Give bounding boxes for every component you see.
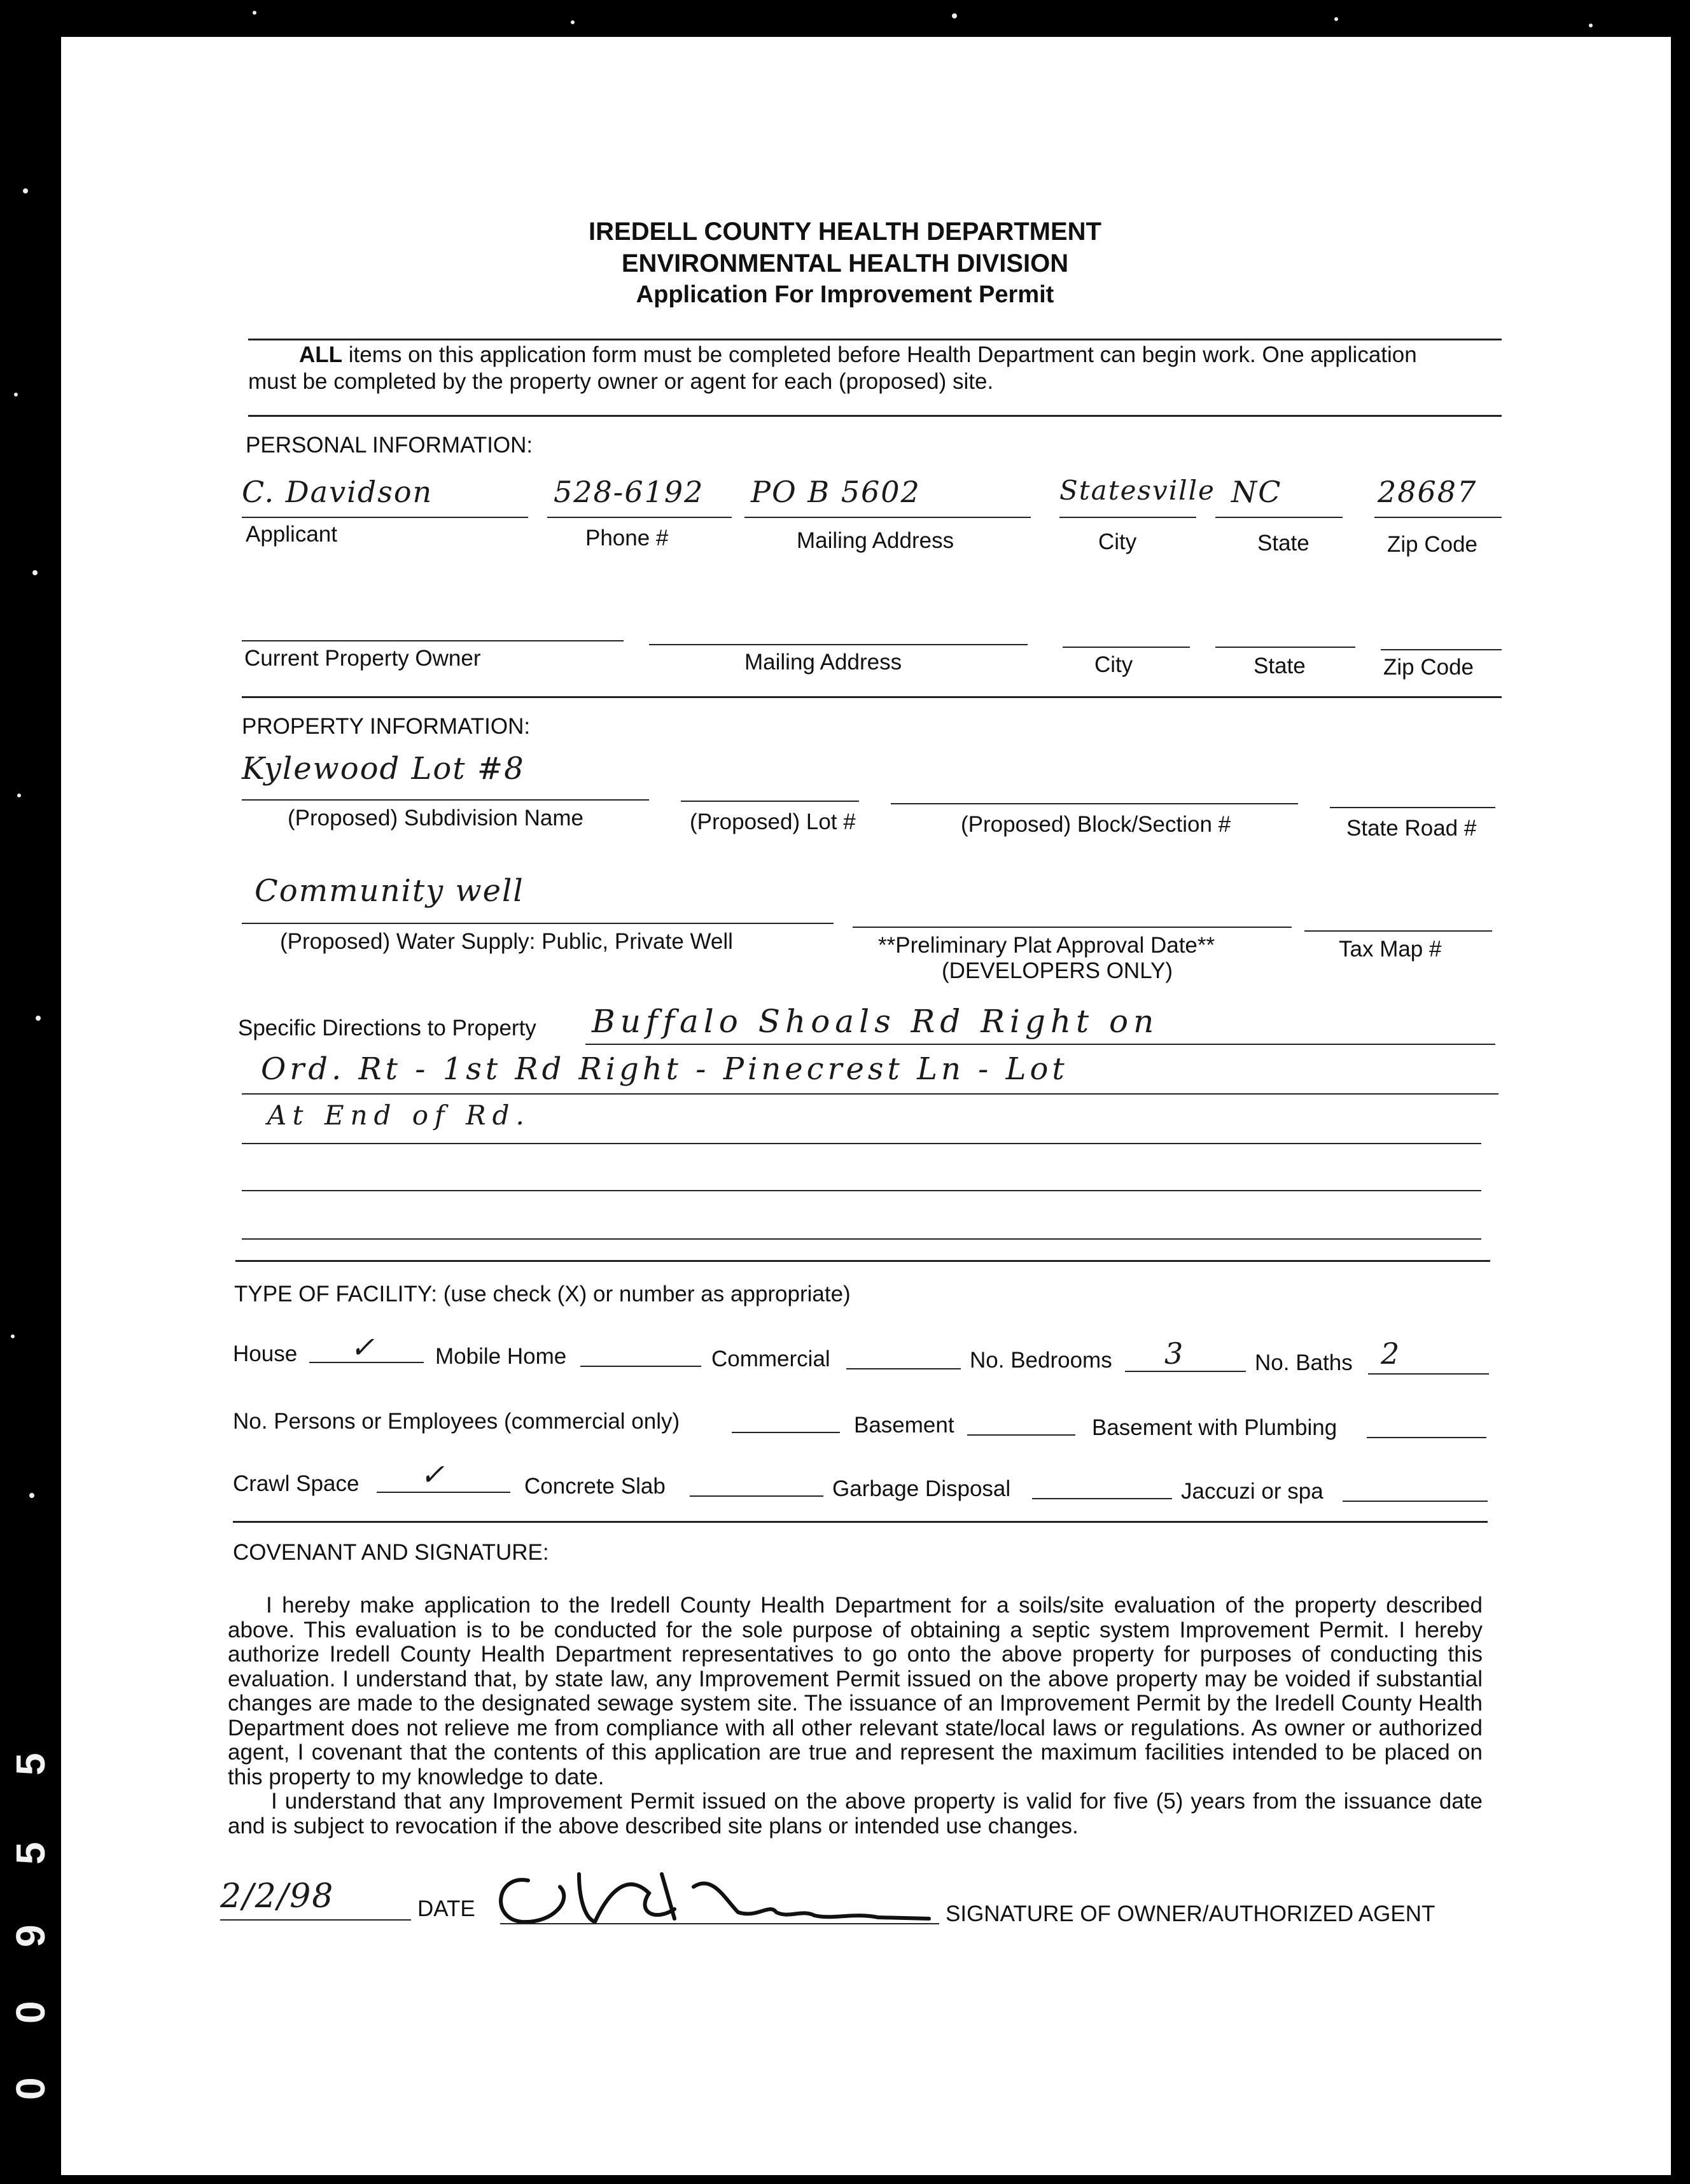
- concrete-slab-line: [690, 1495, 823, 1497]
- persons-label: No. Persons or Employees (commercial only): [233, 1409, 680, 1434]
- house-label: House: [233, 1341, 298, 1366]
- signature-line: [500, 1923, 939, 1924]
- mobile-home-line: [580, 1366, 701, 1367]
- svg-text:5: 5: [8, 1753, 53, 1775]
- divider: [235, 1260, 1490, 1262]
- water-supply-label: (Proposed) Water Supply: Public, Private Well: [280, 929, 733, 954]
- mailing-label: Mailing Address: [797, 528, 954, 553]
- city-value[interactable]: Statesville: [1059, 475, 1215, 506]
- directions-line-2[interactable]: Ord. Rt - 1st Rd Right - Pinecrest Ln - Lot: [261, 1051, 1068, 1087]
- owner-mailing-line: [649, 644, 1028, 645]
- block-label: (Proposed) Block/Section #: [961, 812, 1231, 837]
- crawl-space-label: Crawl Space: [233, 1471, 360, 1496]
- owner-city-label: City: [1094, 652, 1133, 677]
- property-heading: PROPERTY INFORMATION:: [242, 714, 531, 739]
- garbage-disposal-line: [1032, 1498, 1172, 1499]
- applicant-value[interactable]: C. Davidson: [242, 475, 433, 509]
- tax-map-label: Tax Map #: [1339, 937, 1442, 962]
- directions-line-1[interactable]: Buffalo Shoals Rd Right on: [592, 1003, 1159, 1040]
- city-label: City: [1098, 529, 1137, 554]
- plat-developers-label: (DEVELOPERS ONLY): [942, 958, 1173, 983]
- basement-line: [967, 1434, 1075, 1436]
- owner-state-label: State: [1254, 654, 1306, 678]
- applicant-line: [242, 517, 528, 518]
- persons-line: [732, 1432, 840, 1433]
- tax-line: [1304, 930, 1492, 932]
- water-line: [242, 923, 834, 924]
- phone-line: [547, 517, 732, 518]
- owner-city-line: [1063, 647, 1190, 648]
- directions-rule-4: [242, 1190, 1481, 1191]
- house-line: [309, 1362, 424, 1363]
- signature-label: SIGNATURE OF OWNER/AUTHORIZED AGENT: [946, 1901, 1435, 1926]
- phone-label: Phone #: [585, 526, 669, 550]
- notice-line2: must be completed by the property owner or agent for each (proposed) site.: [248, 369, 994, 394]
- mobile-home-label: Mobile Home: [435, 1344, 567, 1369]
- crawl-space-check[interactable]: ✓: [420, 1457, 446, 1492]
- baths-line: [1368, 1373, 1489, 1375]
- facility-heading: TYPE OF FACILITY: (use check (X) or number as appropriate): [234, 1282, 851, 1306]
- bedrooms-line: [1125, 1371, 1246, 1372]
- state-label: State: [1257, 531, 1309, 556]
- owner-zip-label: Zip Code: [1383, 655, 1474, 680]
- directions-rule-5: [242, 1238, 1481, 1240]
- mailing-line: [744, 517, 1031, 518]
- plat-label: **Preliminary Plat Approval Date**: [878, 933, 1215, 958]
- baths-value[interactable]: 2: [1381, 1336, 1401, 1371]
- basement-plumbing-line: [1367, 1437, 1486, 1438]
- bedrooms-label: No. Bedrooms: [970, 1348, 1112, 1373]
- zip-line: [1374, 517, 1502, 518]
- basement-plumbing-label: Basement with Plumbing: [1092, 1415, 1337, 1440]
- divider: [242, 696, 1502, 698]
- basement-label: Basement: [854, 1413, 954, 1438]
- covenant-paragraph-2: I understand that any Improvement Permit issued on the above property is valid for five (5) years from the issuance date and is subject to revocation if the above described site plans or intended use changes.: [228, 1789, 1483, 1838]
- commercial-line: [846, 1368, 961, 1369]
- directions-rule-2: [242, 1093, 1498, 1095]
- crawl-space-line: [377, 1492, 510, 1493]
- directions-line-3[interactable]: At End of Rd.: [267, 1100, 531, 1131]
- svg-text:9: 9: [8, 1924, 53, 1947]
- date-value[interactable]: 2/2/98: [220, 1877, 335, 1915]
- applicant-label: Applicant: [246, 522, 337, 547]
- subdivision-label: (Proposed) Subdivision Name: [288, 806, 583, 830]
- header-department: IREDELL COUNTY HEALTH DEPARTMENT: [589, 218, 1101, 246]
- city-line: [1059, 517, 1196, 518]
- subdivision-value[interactable]: Kylewood Lot #8: [242, 751, 525, 787]
- owner-mailing-label: Mailing Address: [744, 650, 902, 675]
- zip-value[interactable]: 28687: [1378, 475, 1477, 509]
- road-line: [1330, 807, 1495, 808]
- divider: [233, 1521, 1488, 1523]
- baths-label: No. Baths: [1255, 1350, 1353, 1375]
- mailing-value[interactable]: PO B 5602: [751, 475, 921, 509]
- phone-value[interactable]: 528-6192: [554, 475, 704, 509]
- garbage-disposal-label: Garbage Disposal: [832, 1476, 1011, 1501]
- covenant-paragraph-1: I hereby make application to the Iredell County Health Department for a soils/site evaluation of the property described above. This evaluation is to be conducted for the sole purpose of obtaining a septic system Improvement Permit. I hereby authorize Iredell County Health Department representatives to go onto the above property for purposes of conducting this evaluation. I understand that, by state law, any Improvement Permit issued on the above property may be voided if substantial changes are made to the designated sewage system site. The issuance of an Improvement Permit by the Iredell County Health Department does not relieve me from compliance with all other relevant state/local laws or regulations. As owner or authorized agent, I covenant that the contents of this application are true and represent the maximum facilities intended to be placed on this property to my knowledge to date.: [228, 1593, 1483, 1789]
- svg-text:5: 5: [8, 1842, 53, 1865]
- road-label: State Road #: [1346, 816, 1477, 841]
- directions-label: Specific Directions to Property: [238, 1016, 536, 1040]
- directions-rule-3: [242, 1143, 1481, 1144]
- covenant-heading: COVENANT AND SIGNATURE:: [233, 1540, 549, 1565]
- date-label: DATE: [417, 1896, 475, 1921]
- owner-label: Current Property Owner: [244, 646, 481, 671]
- lot-label: (Proposed) Lot #: [690, 809, 856, 834]
- svg-text:0: 0: [8, 2077, 53, 2100]
- subdivision-line: [242, 799, 649, 801]
- directions-rule-1: [585, 1044, 1495, 1045]
- header-form-title: Application For Improvement Permit: [636, 281, 1054, 308]
- jacuzzi-line: [1343, 1501, 1488, 1502]
- date-line: [220, 1919, 411, 1921]
- water-supply-value[interactable]: Community well: [255, 873, 524, 909]
- bedrooms-value[interactable]: 3: [1164, 1336, 1185, 1371]
- divider: [248, 415, 1502, 417]
- covenant-text: [228, 1593, 1483, 1838]
- svg-text:0: 0: [8, 2001, 53, 2024]
- state-value[interactable]: NC: [1231, 475, 1282, 509]
- commercial-label: Commercial: [711, 1347, 830, 1371]
- divider: [248, 339, 1502, 340]
- lot-line: [681, 801, 859, 802]
- jacuzzi-label: Jaccuzi or spa: [1181, 1479, 1323, 1504]
- plat-line: [853, 927, 1292, 928]
- owner-line: [242, 640, 624, 641]
- zip-label: Zip Code: [1387, 532, 1478, 557]
- state-line: [1215, 517, 1343, 518]
- block-line: [891, 803, 1298, 804]
- owner-state-line: [1215, 647, 1355, 648]
- owner-zip-line: [1381, 649, 1502, 650]
- personal-heading: PERSONAL INFORMATION:: [246, 433, 533, 458]
- concrete-slab-label: Concrete Slab: [524, 1474, 666, 1499]
- house-check[interactable]: ✓: [350, 1330, 376, 1364]
- header-division: ENVIRONMENTAL HEALTH DIVISION: [621, 249, 1069, 277]
- signature-image: [484, 1849, 942, 1938]
- notice-line1: ALL items on this application form must be completed before Health Department can begin work. One application: [299, 342, 1417, 367]
